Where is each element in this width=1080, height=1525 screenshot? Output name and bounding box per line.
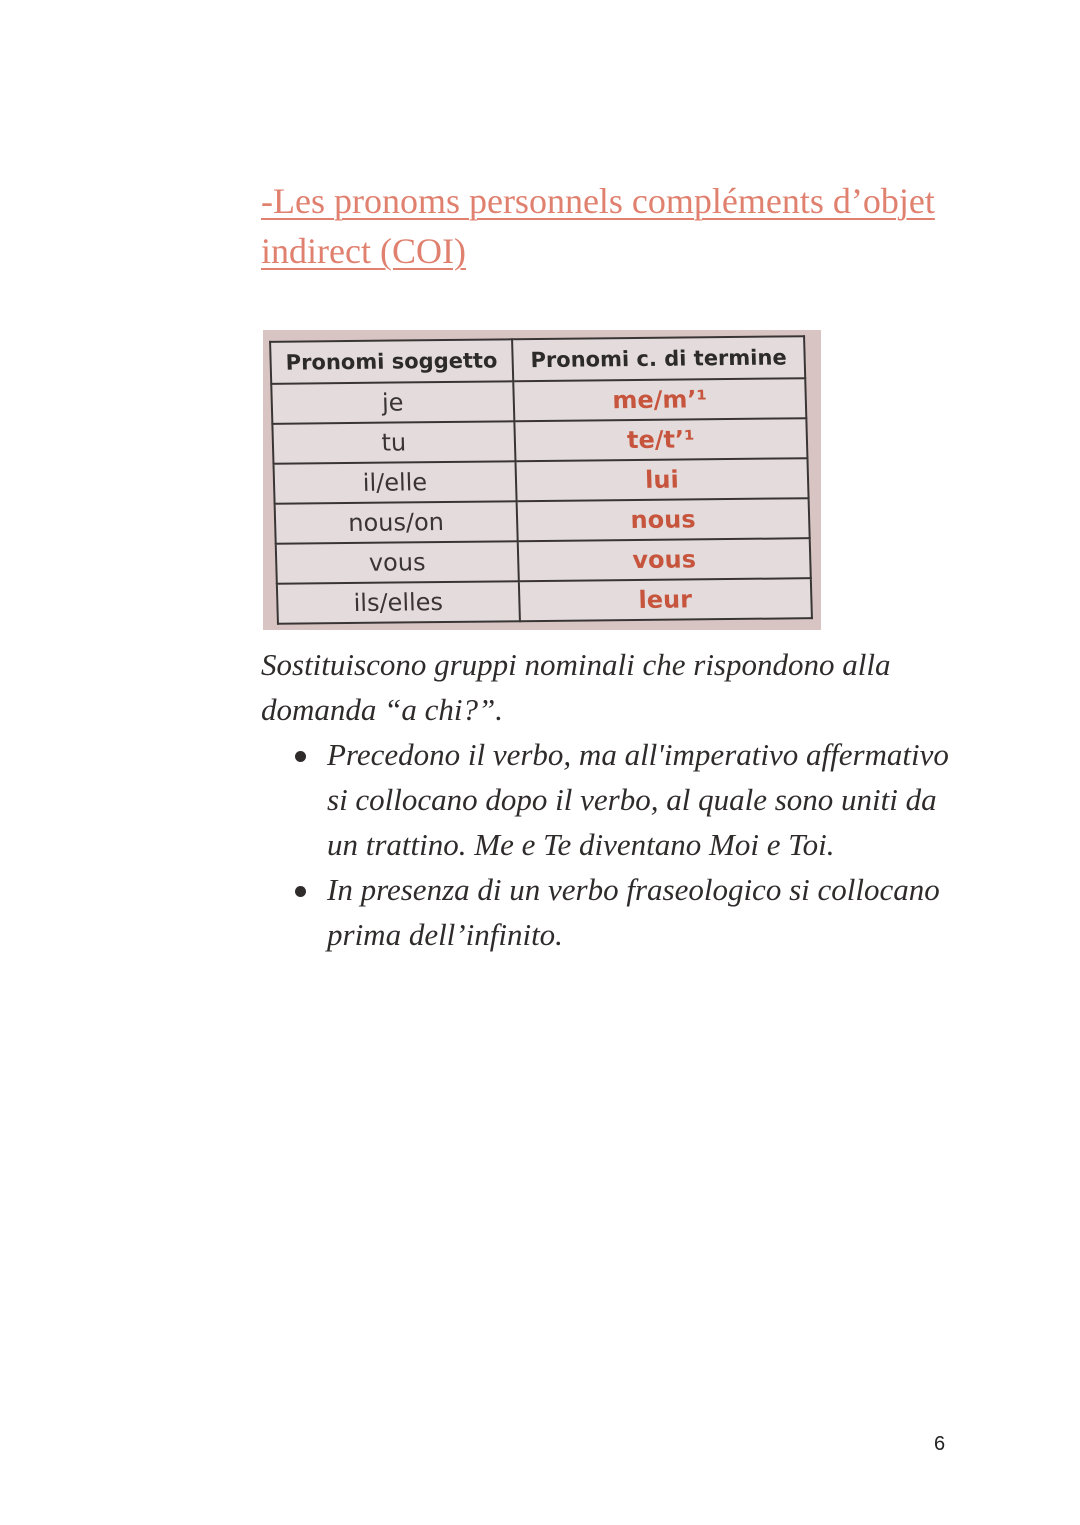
table-row (272, 418, 807, 464)
table-cell: leur (519, 578, 812, 621)
table-header-row (270, 336, 805, 384)
list-item-text: Precedono il verbo, ma all'imperativo affermativo si collocano dopo il verbo, al quale sono uniti da un trattino. Me e Te diventano Moi e Toi. (327, 737, 949, 862)
table-cell: il/elle (273, 461, 516, 504)
table-cell: tu (272, 421, 515, 464)
table-row (277, 578, 812, 624)
table-cell: me/m’¹ (513, 378, 806, 421)
table-cell: te/t’¹ (514, 418, 807, 461)
table-row (273, 458, 808, 504)
bullet-list (261, 732, 961, 957)
table-cell: nous/on (275, 501, 518, 544)
table-cell: vous (276, 541, 519, 584)
table-row (271, 378, 806, 424)
bullet-icon (295, 751, 306, 762)
table-cell: je (271, 381, 514, 424)
list-item (261, 732, 961, 867)
table-cell: lui (515, 458, 808, 501)
table-cell: ils/elles (277, 581, 520, 624)
table-row (275, 498, 810, 544)
list-item (261, 867, 961, 957)
page-number: 6 (934, 1433, 946, 1455)
table-cell: nous (516, 498, 809, 541)
table-row (276, 538, 811, 584)
table-cell: vous (518, 538, 811, 581)
description-paragraph: Sostituiscono gruppi nominali che rispondono alla domanda “a chi?”. (261, 647, 891, 727)
list-item-text: In presenza di un verbo fraseologico si collocano prima dell’infinito. (327, 872, 940, 952)
bullet-icon (295, 886, 306, 897)
section-title: -Les pronoms personnels compléments d’objet indirect (COI) (261, 181, 935, 271)
table-header: Pronomi soggetto (270, 339, 513, 384)
table-header: Pronomi c. di termine (512, 336, 805, 381)
pronoun-table-image (263, 330, 821, 630)
pronoun-table (269, 335, 813, 625)
